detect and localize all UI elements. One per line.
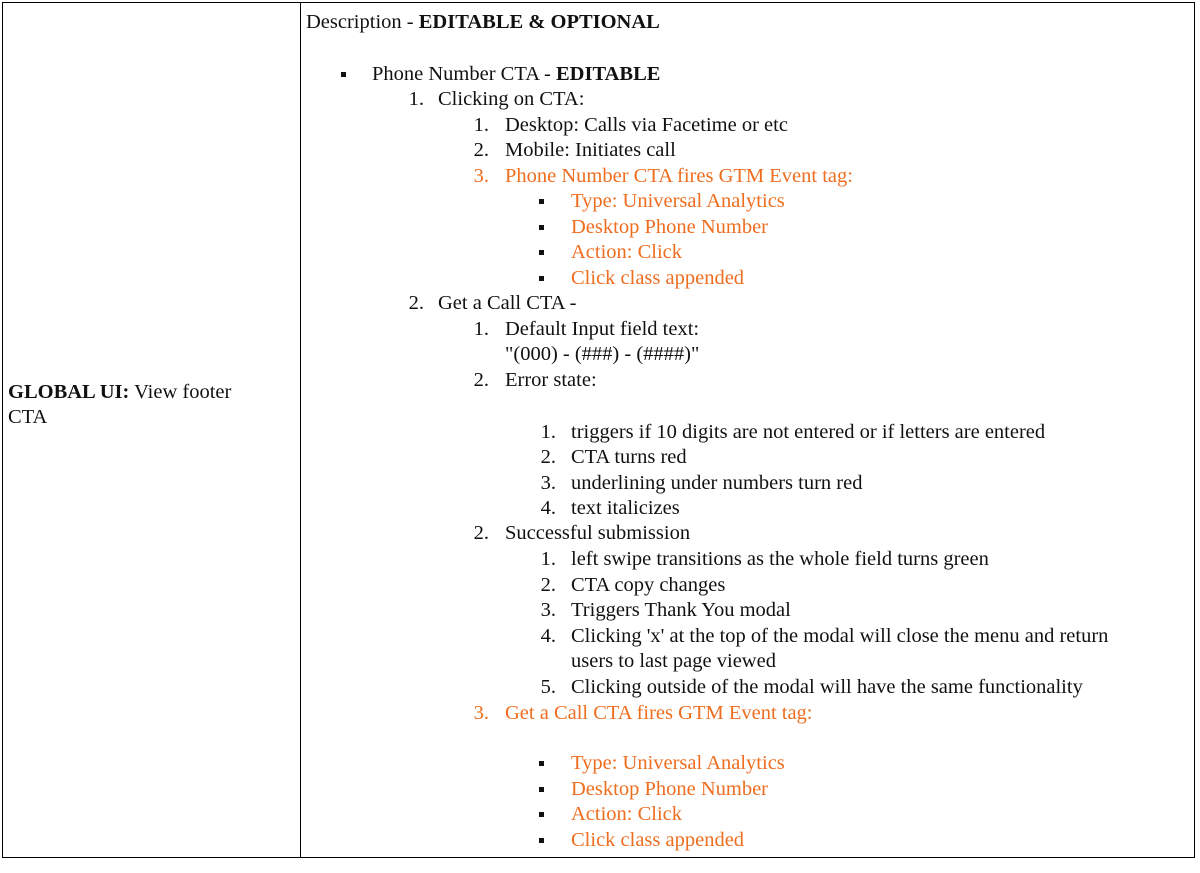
list-item: Click class appended (571, 829, 745, 851)
list-item: Successful submission (505, 522, 691, 544)
list-item: underlining under numbers turn red (571, 472, 863, 494)
list-item: Desktop Phone Number (571, 778, 769, 800)
list-number: 1. (540, 421, 556, 443)
list-item: Clicking outside of the modal will have the same functionality (571, 676, 1083, 698)
bullet-square-icon (539, 199, 544, 204)
list-number: 1. (473, 318, 489, 340)
description-header (306, 10, 660, 35)
left-label-rest: View footer (129, 381, 232, 403)
list-item: Default Input field text: (505, 318, 700, 340)
list-number: 4. (540, 497, 556, 519)
list-number: 1. (408, 88, 424, 110)
list-item: CTA turns red (571, 446, 687, 468)
left-label-line2: CTA (8, 406, 48, 428)
list-item: Action: Click (571, 241, 683, 263)
list-number: 5. (540, 676, 556, 698)
list-number: 3. (473, 165, 489, 187)
list-item: Phone Number CTA fires GTM Event tag: (505, 165, 853, 187)
phone-cta-prefix: Phone Number CTA - (372, 63, 556, 85)
list-item-continuation: users to last page viewed (571, 650, 776, 672)
list-item: left swipe transitions as the whole field turns green (571, 548, 989, 570)
list-number: 3. (540, 472, 556, 494)
bullet-square-icon (539, 225, 544, 230)
list-item: Get a Call CTA fires GTM Event tag: (505, 702, 813, 724)
bullet-square-icon (341, 72, 346, 77)
bullet-square-icon (539, 812, 544, 817)
list-item: Triggers Thank You modal (571, 599, 791, 621)
list-item: Desktop Phone Number (571, 216, 769, 238)
left-cell-label (8, 380, 293, 430)
list-number: 2. (473, 522, 489, 544)
list-item: Type: Universal Analytics (571, 190, 785, 212)
list-item: Action: Click (571, 803, 683, 825)
list-number: 2. (540, 446, 556, 468)
list-item: text italicizes (571, 497, 680, 519)
list-item: Type: Universal Analytics (571, 752, 785, 774)
left-label-bold: GLOBAL UI: (8, 381, 130, 403)
list-number: 3. (473, 702, 489, 724)
list-item: CTA copy changes (571, 574, 726, 596)
list-number: 3. (540, 599, 556, 621)
list-item: Mobile: Initiates call (505, 139, 676, 161)
list-number: 1. (540, 548, 556, 570)
list-number: 2. (473, 139, 489, 161)
list-item: triggers if 10 digits are not entered or if letters are entered (571, 421, 1046, 443)
phone-cta-bold: EDITABLE (555, 63, 661, 85)
list-item: Error state: (505, 369, 597, 391)
description-bold: EDITABLE & OPTIONAL (418, 11, 660, 33)
bullet-square-icon (539, 250, 544, 255)
list-item: Desktop: Calls via Facetime or etc (505, 114, 788, 136)
list-item: Clicking 'x' at the top of the modal will close the menu and return (571, 625, 1109, 647)
bullet-square-icon (539, 761, 544, 766)
bullet-square-icon (539, 787, 544, 792)
bullet-square-icon (539, 838, 544, 843)
list-number: 4. (540, 625, 556, 647)
list-item: Clicking on CTA: (438, 88, 585, 110)
phone-cta-item (372, 62, 660, 87)
list-item: Get a Call CTA - (438, 292, 577, 314)
list-item: Click class appended (571, 267, 745, 289)
list-item-continuation: "(000) - (###) - (####)" (505, 343, 700, 365)
bullet-square-icon (539, 276, 544, 281)
column-divider (300, 3, 301, 857)
list-number: 2. (473, 369, 489, 391)
description-prefix: Description - (306, 11, 419, 33)
list-number: 2. (408, 292, 424, 314)
list-number: 2. (540, 574, 556, 596)
list-number: 1. (473, 114, 489, 136)
